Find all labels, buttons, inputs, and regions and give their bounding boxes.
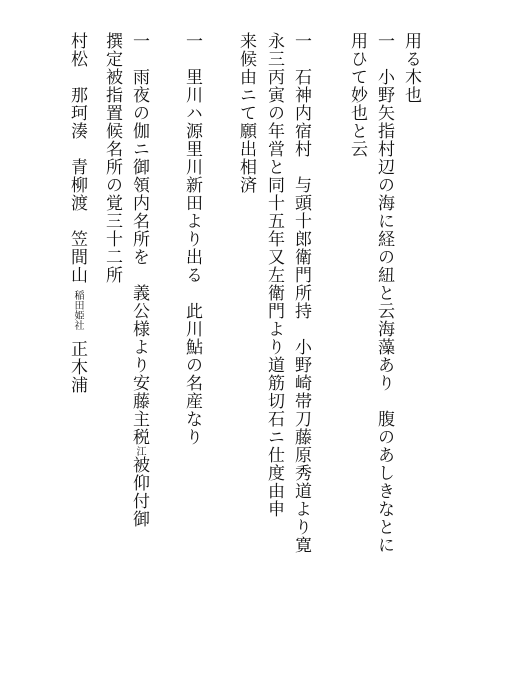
text-line-7: 一 里川ハ源里川新田より出る 此川鮎の名産なり	[182, 32, 202, 446]
text-line-10	[66, 32, 88, 394]
text-line-6: 来候由ニて願出相済	[236, 32, 256, 194]
text-line-5: 永三丙寅の年営と同十五年又左衛門より道筋切石ニ仕度由申	[264, 32, 284, 518]
place-name-masaki: 正木浦	[67, 340, 87, 394]
text-line-8-tail: 被仰付御	[129, 456, 149, 528]
text-line-3: 用ひて妙也と云	[347, 32, 367, 158]
text-line-1: 用る木也	[401, 32, 421, 104]
text-line-4: 一 石神内宿村 与頭十郎衛門所持 小野崎帯刀藤原秀道より寛	[291, 32, 311, 554]
text-line-9: 撰定被指置候名所の覚三十二所	[102, 32, 122, 284]
place-names: 村松 那珂湊 青柳渡 笠間山	[67, 32, 87, 284]
text-line-8	[128, 32, 150, 528]
annotation-shrine: 稲田姫社	[72, 290, 83, 330]
text-line-8-main: 一 雨夜の伽ニ御領内名所を 義公様より安藤主税	[129, 32, 149, 446]
annotation-note: 江	[134, 446, 145, 456]
text-line-2: 一 小野矢指村辺の海に経の紐と云海藻あり 腹のあしきなとに	[374, 32, 394, 554]
